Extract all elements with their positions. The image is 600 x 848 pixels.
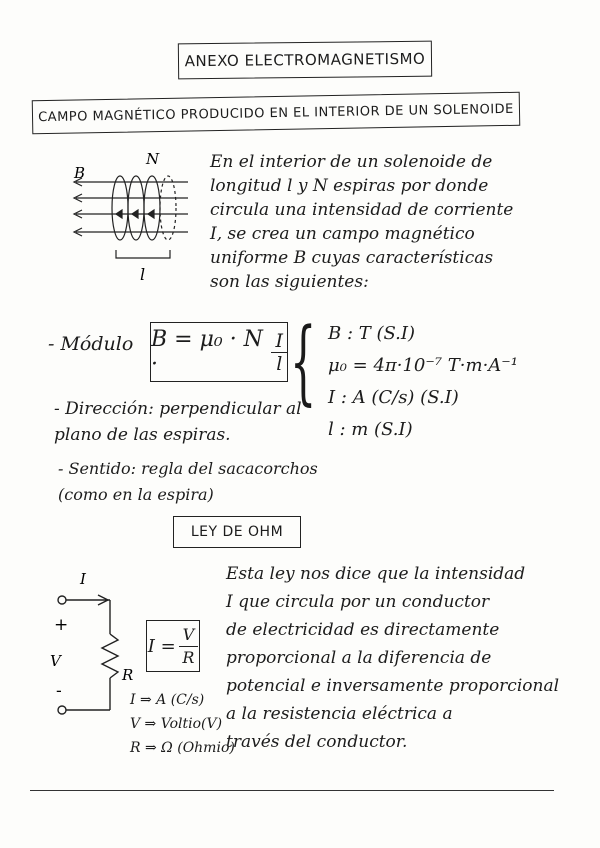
resistor-r-label: R xyxy=(122,666,134,684)
unit-line: V ⇒ Voltio(V) xyxy=(130,716,223,732)
solenoid-paragraph xyxy=(210,150,514,294)
field-b-label: B xyxy=(74,164,86,182)
formula-fraction xyxy=(271,330,287,375)
paragraph-line: a la resistencia eléctrica a xyxy=(226,704,453,724)
paragraph-line: En el interior de un solenoide de xyxy=(210,152,493,172)
sentido-text xyxy=(58,456,318,508)
unit-line: B : T (S.I) xyxy=(328,323,416,344)
unit-line: l : m (S.I) xyxy=(328,419,413,440)
units-list xyxy=(328,318,518,446)
unit-line: R ⇒ Ω (Ohmio) xyxy=(130,740,235,756)
solenoid-formula xyxy=(150,322,288,382)
formula-lhs: B = μ₀ · N · xyxy=(151,327,263,377)
turns-n-label: N xyxy=(146,150,160,168)
minus-label: - xyxy=(56,681,62,701)
direccion-line: plano de las espiras. xyxy=(54,425,231,445)
ohm-paragraph xyxy=(226,560,560,756)
fraction-denominator: R xyxy=(182,647,195,667)
formula-lhs: I = xyxy=(147,635,176,657)
paragraph-line: potencial e inversamente proporcional xyxy=(226,676,560,696)
section-heading-solenoid: CAMPO MAGNÉTICO PRODUCIDO EN EL INTERIOR DE UN SOLENOIDE xyxy=(32,92,521,135)
plus-label: + xyxy=(54,615,69,635)
unit-line: μ₀ = 4π·10⁻⁷ T·m·A⁻¹ xyxy=(328,355,519,376)
paragraph-line: uniforme B cuyas características xyxy=(210,248,494,268)
fraction-numerator: I xyxy=(271,330,287,353)
modulo-label: - Módulo xyxy=(48,333,134,355)
unit-line: I ⇒ A (C/s) xyxy=(130,692,205,708)
brace-icon: { xyxy=(290,308,317,415)
paragraph-line: de electricidad es directamente xyxy=(226,620,500,640)
paragraph-line: través del conductor. xyxy=(226,732,408,752)
paragraph-line: circula una intensidad de corriente xyxy=(210,200,514,220)
formula-fraction xyxy=(179,624,199,669)
paragraph-line: I que circula por un conductor xyxy=(226,592,490,612)
circuit-diagram xyxy=(40,568,140,718)
unit-line: I : A (C/s) (S.I) xyxy=(328,387,459,408)
sentido-line: (como en la espira) xyxy=(58,485,214,504)
direccion-text xyxy=(54,396,302,448)
solenoid-diagram xyxy=(58,150,208,290)
paragraph-line: longitud l y N espiras por donde xyxy=(210,176,489,196)
fraction-numerator: V xyxy=(179,624,199,647)
length-l-label: l xyxy=(140,265,146,284)
fraction-denominator: l xyxy=(276,352,283,375)
ohm-formula xyxy=(146,620,200,672)
paragraph-line: Esta ley nos dice que la intensidad xyxy=(226,564,526,584)
sentido-line: - Sentido: regla del sacacorchos xyxy=(58,459,318,478)
direccion-line: - Dirección: perpendicular al xyxy=(54,399,302,419)
divider-line xyxy=(30,790,554,791)
paragraph-line: son las siguientes: xyxy=(210,272,369,292)
voltage-v-label: V xyxy=(50,652,61,670)
paragraph-line: proporcional a la diferencia de xyxy=(226,648,492,668)
ohm-units-list xyxy=(130,688,235,760)
section-heading-ohm: LEY DE OHM xyxy=(173,516,301,548)
page-title: ANEXO ELECTROMAGNETISMO xyxy=(178,41,432,80)
current-i-label: I xyxy=(80,570,86,588)
paragraph-line: I, se crea un campo magnético xyxy=(210,224,475,244)
